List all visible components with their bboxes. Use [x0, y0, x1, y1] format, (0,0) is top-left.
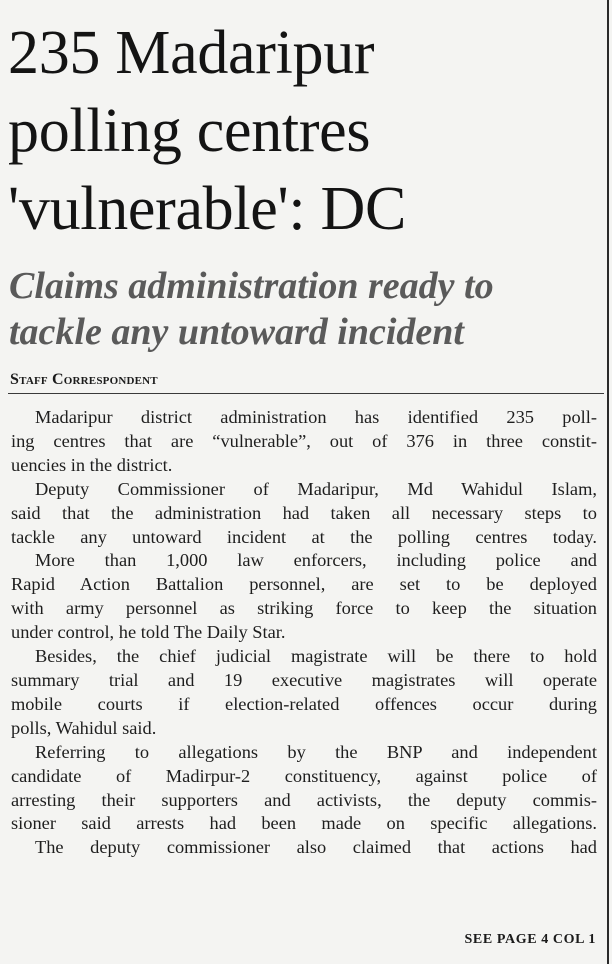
paragraph [11, 406, 597, 478]
continuation-reference: SEE PAGE 4 COL 1 [464, 932, 596, 947]
paragraph [11, 478, 597, 550]
body-line: candidate of Madirpur-2 constituency, against police of [11, 765, 597, 786]
body-line: Besides, the chief judicial magistrate will be there to hold [35, 646, 597, 667]
subheadline-line: tackle any untoward incident [9, 311, 464, 353]
paragraph [11, 836, 597, 860]
paragraph [11, 645, 597, 741]
headline-line: polling centres [8, 97, 371, 165]
column-rule [607, 0, 609, 964]
body-line: with army personnel as striking force to keep the situation [11, 598, 597, 619]
body-line: said that the administration had taken all necessary steps to [11, 502, 597, 523]
body-line: The deputy commissioner also claimed that actions had [35, 837, 597, 858]
body-line: under control, he told The Daily Star. [11, 622, 286, 643]
headline [8, 14, 598, 248]
body-line: sioner said arrests had been made on specific allegations. [11, 813, 597, 834]
subheadline-line: Claims administration ready to [9, 265, 494, 307]
body-line: mobile courts if election-related offences occur during [11, 693, 597, 714]
article-body [11, 406, 597, 860]
body-line: uencies in the district. [11, 454, 173, 475]
body-line: Deputy Commissioner of Madaripur, Md Wahidul Islam, [35, 478, 597, 499]
headline-line: 'vulnerable': DC [8, 175, 407, 243]
byline: Staff Correspondent [10, 371, 158, 388]
subheadline [9, 263, 604, 355]
body-line: Rapid Action Battalion personnel, are set to be deployed [11, 574, 597, 595]
body-line: Referring to allegations by the BNP and independent [35, 741, 597, 762]
byline-divider [8, 393, 604, 394]
body-line: ing centres that are “vulnerable”, out of 376 in three constit- [11, 430, 597, 451]
paragraph [11, 549, 597, 645]
body-line: tackle any untoward incident at the polling centres today. [11, 526, 597, 547]
body-line: More than 1,000 law enforcers, including police and [35, 550, 597, 571]
body-line: Madaripur district administration has identified 235 poll- [35, 407, 597, 427]
paragraph [11, 741, 597, 837]
headline-line: 235 Madaripur [8, 19, 375, 87]
body-line: arresting their supporters and activists, the deputy commis- [11, 789, 597, 810]
body-line: summary trial and 19 executive magistrates will operate [11, 669, 597, 690]
body-line: polls, Wahidul said. [11, 717, 157, 738]
